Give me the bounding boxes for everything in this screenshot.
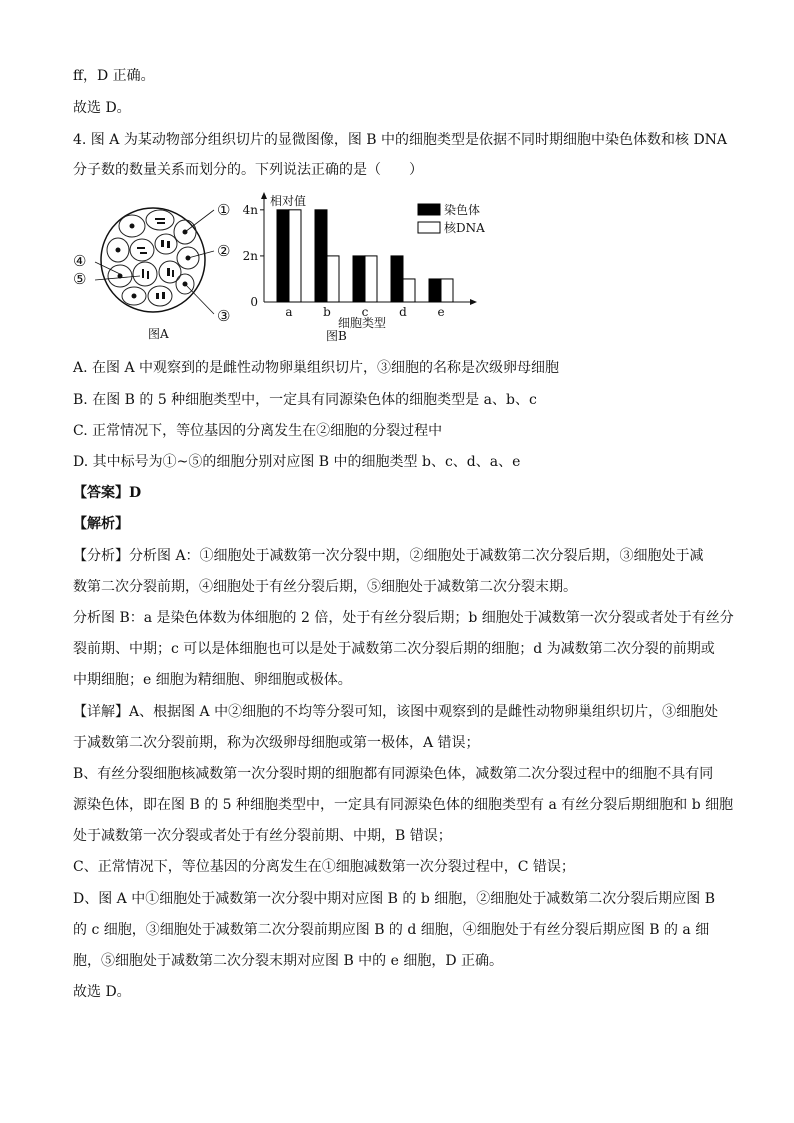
bar-c-dna [365, 256, 377, 302]
text-line: 于减数第二次分裂前期，称为次级卵母细胞或第一极体，A 错误； [73, 735, 480, 751]
y-axis-arrow [261, 192, 267, 199]
figure-b-caption: 图B [326, 329, 347, 343]
bar-a-dna [289, 210, 301, 302]
y-tick-label: 2n [242, 248, 258, 263]
option-b: B. 在图 B 的 5 种细胞类型中，一定具有同源染色体的细胞类型是 a、b、c [73, 392, 537, 408]
text-line: 中期细胞；e 细胞为精细胞、卵细胞或极体。 [73, 672, 352, 688]
text-line: D、图 A 中①细胞处于减数第一次分裂中期对应图 B 的 b 细胞，②细胞处于减数第二次分裂后期应图 B [73, 891, 716, 907]
y-axis-label: 相对值 [270, 194, 307, 208]
label-5: ⑤ [73, 270, 87, 288]
label-3: ③ [217, 307, 231, 325]
x-tick-label: d [399, 305, 407, 319]
figure-b-chart [243, 192, 485, 343]
bar-b-chromosome [315, 210, 327, 302]
legend-label-dna: 核DNA [444, 221, 485, 235]
legend-label-chromosome: 染色体 [444, 203, 481, 217]
x-axis-label: 细胞类型 [338, 316, 387, 330]
x-tick-label: a [285, 305, 293, 319]
label-2: ② [217, 242, 231, 260]
text-line: 裂前期、中期；c 可以是体细胞也可以是处于减数第二次分裂后期的细胞；d 为减数第二次分裂的前期或 [73, 641, 715, 657]
text-line: ff，D 正确。 [73, 68, 155, 84]
text-line: 故选 D。 [73, 100, 131, 116]
option-c: C. 正常情况下，等位基因的分离发生在②细胞的分裂过程中 [73, 423, 443, 439]
bar-c-chromosome [353, 256, 365, 302]
figure-a [73, 201, 230, 341]
text-line: 【详解】A、根据图 A 中②细胞的不均等分裂可知，该图中观察到的是雌性动物卵巢组织切片，③细胞处 [73, 704, 719, 720]
answer-line: 【答案】D [73, 485, 142, 501]
text-line: 【分析】分析图 A：①细胞处于减数第一次分裂中期，②细胞处于减数第二次分裂后期，③细胞处于减 [73, 548, 704, 564]
bar-d-chromosome [391, 256, 403, 302]
option-d: D. 其中标号为①~⑤的细胞分别对应图 B 中的细胞类型 b、c、d、a、e [73, 454, 521, 470]
legend-swatch-chromosome [418, 204, 440, 215]
text-line: 的 c 细胞，③细胞处于减数第二次分裂前期应图 B 的 d 细胞，④细胞处于有丝分裂后期应图 B 的 a 细 [73, 922, 710, 938]
y-tick-label: 4n [242, 202, 258, 217]
text-line: 分析图 B：a 是染色体数为体细胞的 2 倍，处于有丝分裂后期；b 细胞处于减数第一次分裂或者处于有丝分 [73, 610, 734, 626]
y-tick-label: 0 [250, 295, 258, 309]
text-line: B、有丝分裂细胞核减数第一次分裂时期的细胞都有同源染色体，减数第二次分裂过程中的细胞不具有同 [73, 766, 714, 782]
analysis-heading: 【解析】 [73, 516, 129, 532]
x-axis-arrow [470, 299, 477, 305]
question-stem: 4. 图 A 为某动物部分组织切片的显微图像，图 B 中的细胞类型是依据不同时期细胞中染色体数和核 DNA [73, 132, 728, 148]
bar-e-chromosome [429, 279, 441, 302]
legend-swatch-dna [418, 222, 440, 233]
bar-e-dna [441, 279, 453, 302]
label-4: ④ [73, 252, 87, 270]
text-line: 故选 D。 [73, 984, 131, 1000]
text-line: 数第二次分裂前期，④细胞处于有丝分裂后期，⑤细胞处于减数第二次分裂末期。 [73, 579, 577, 595]
text-line: 胞，⑤细胞处于减数第二次分裂末期对应图 B 中的 e 细胞，D 正确。 [73, 953, 504, 969]
figure-a-and-b [73, 192, 490, 343]
text-line: 处于减数第一次分裂或者处于有丝分裂前期、中期，B 错误； [73, 828, 452, 844]
text-line: C、正常情况下，等位基因的分离发生在①细胞减数第一次分裂过程中，C 错误； [73, 859, 575, 875]
x-tick-label: e [437, 305, 445, 319]
option-a: A. 在图 A 中观察到的是雌性动物卵巢组织切片，③细胞的名称是次级卵母细胞 [73, 360, 560, 376]
bar-a-chromosome [277, 210, 289, 302]
x-tick-label: b [323, 305, 331, 319]
text-line: 源染色体，即在图 B 的 5 种细胞类型中，一定具有同源染色体的细胞类型有 a 有丝分裂后期细胞和 b 细胞 [73, 797, 734, 813]
bar-b-dna [327, 256, 339, 302]
figure-a-caption: 图A [148, 327, 169, 341]
bar-d-dna [403, 279, 415, 302]
label-1: ① [217, 201, 231, 219]
x-tick-label: c [361, 305, 369, 319]
question-stem: 分子数的数量关系而划分的。下列说法正确的是（ ） [73, 162, 423, 178]
